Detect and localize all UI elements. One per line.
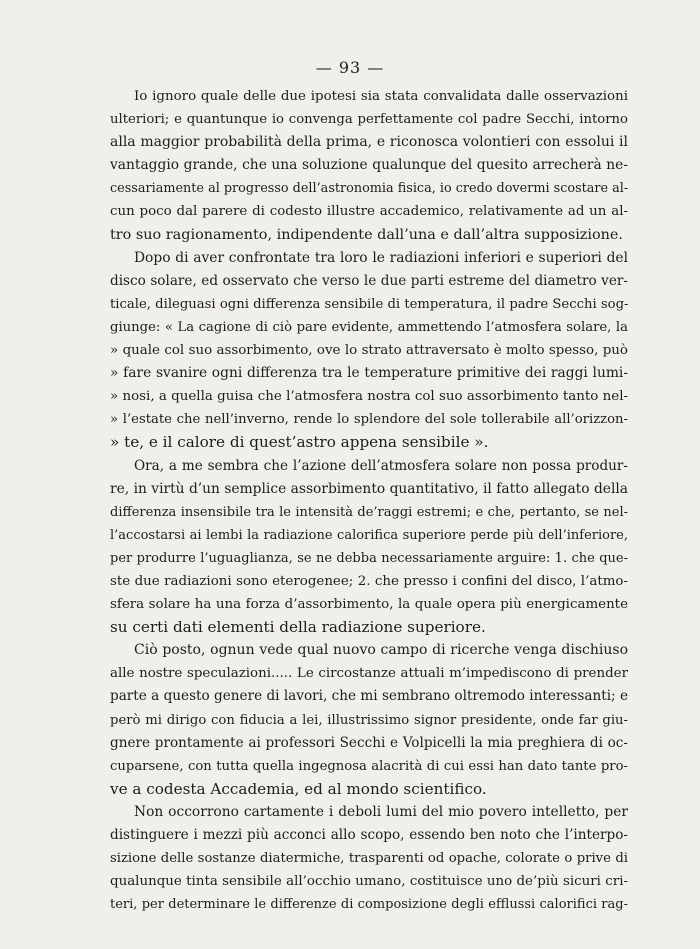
text-line: disco solare, ed osservato che verso le due parti estreme del diametro ver- — [110, 272, 628, 289]
text-line: vantaggio grande, che una soluzione qualunque del quesito arrecherà ne- — [110, 157, 628, 174]
text-line: ve a codesta Accademia, ed al mondo scientifico. — [110, 779, 487, 798]
text-line: sizione delle sostanze diatermiche, trasparenti od opache, colorate o prive di — [110, 851, 628, 867]
text-line: tro suo ragionamento, indipendente dall’una e dall’altra supposizione. — [110, 226, 624, 243]
text-line: Io ignoro quale delle due ipotesi sia stata convalidata dalle osservazioni — [134, 89, 628, 104]
text-line: cun poco dal parere di codesto illustre accademico, relativamente ad un al- — [110, 204, 628, 220]
text-line: alla maggior probabilità della prima, e riconosca volontieri con essolui il — [110, 134, 628, 151]
text-line: cessariamente al progresso dell’astronomia fisica, io credo dovermi scostare al- — [110, 181, 629, 197]
text-line: sfera solare ha una forza d’assorbimento, la quale opera più energicamente — [110, 597, 628, 613]
text-line: » fare svanire ogni differenza tra le temperature primitive dei raggi lumi- — [110, 365, 628, 382]
text-line: ulteriori; e quantunque io convenga perfettamente col padre Secchi, intorno — [110, 112, 628, 128]
text-line: su certi dati elementi della radiazione superiore. — [110, 618, 486, 637]
page-number: — 93 — — [315, 58, 385, 77]
text-line: Ciò posto, ognun vede qual nuovo campo di ricerche venga dischiuso — [134, 642, 628, 659]
text-line: ticale, dileguasi ogni differenza sensibile di temperatura, il padre Secchi sog- — [110, 296, 629, 312]
text-line: » te, e il calore di quest’astro appena sensibile ». — [110, 433, 489, 452]
text-line: ste due radiazioni sono eterogenee; 2. che presso i confini del disco, l’atmo- — [110, 573, 628, 589]
text-line: Non occorrono cartamente i deboli lumi del mio povero intelletto, per — [134, 803, 628, 820]
text-line: però mi dirigo con fiducia a lei, illustrissimo signor presidente, onde far giu- — [110, 712, 628, 728]
text-line: qualunque tinta sensibile all’occhio umano, costituisce uno de’più sicuri cri- — [110, 874, 628, 890]
text-line: teri, per determinare le differenze di composizione degli efflussi calorifici rag- — [110, 897, 628, 913]
body-text — [110, 85, 628, 916]
text-line: » nosi, a quella guisa che l’atmosfera nostra col suo assorbimento tanto nel- — [110, 389, 628, 405]
text-line: giunge: « La cagione di ciò pare evidente, ammettendo l’atmosfera solare, la — [110, 319, 628, 335]
text-line: l’accostarsi ai lembi la radiazione calorifica superiore perde più dell’inferiore, — [110, 527, 628, 543]
text-line: re, in virtù d’un semplice assorbimento quantitativo, il fatto allegato della — [110, 480, 628, 497]
text-line: gnere prontamente ai professori Secchi e Volpicelli la mia preghiera di oc- — [110, 734, 628, 751]
text-line: Dopo di aver confrontate tra loro le radiazioni inferiori e superiori del — [134, 249, 628, 266]
text-line: parte a questo genere di lavori, che mi sembrano oltremodo interessanti; e — [110, 688, 628, 705]
text-line: cuparsene, con tutta quella ingegnosa alacrità di cui essi han dato tante pro- — [110, 758, 628, 774]
text-line: » quale col suo assorbimento, ove lo strato attraversato è molto spesso, può — [110, 343, 628, 359]
text-line: Ora, a me sembra che l’azione dell’atmosfera solare non possa produr- — [134, 457, 628, 474]
text-line: differenza insensibile tra le intensità de’raggi estremi; e che, pertanto, se nel- — [110, 504, 628, 520]
text-line: per produrre l’uguaglianza, se ne debba necessariamente arguire: 1. che que- — [110, 550, 628, 566]
text-line: distinguere i mezzi più acconci allo scopo, essendo ben noto che l’interpo- — [110, 827, 628, 843]
text-line: alle nostre speculazioni..... Le circostanze attuali m’impediscono di prender — [110, 666, 628, 682]
text-line: » l’estate che nell’inverno, rende lo splendore del sole tollerabile all’orizzon- — [110, 412, 628, 428]
